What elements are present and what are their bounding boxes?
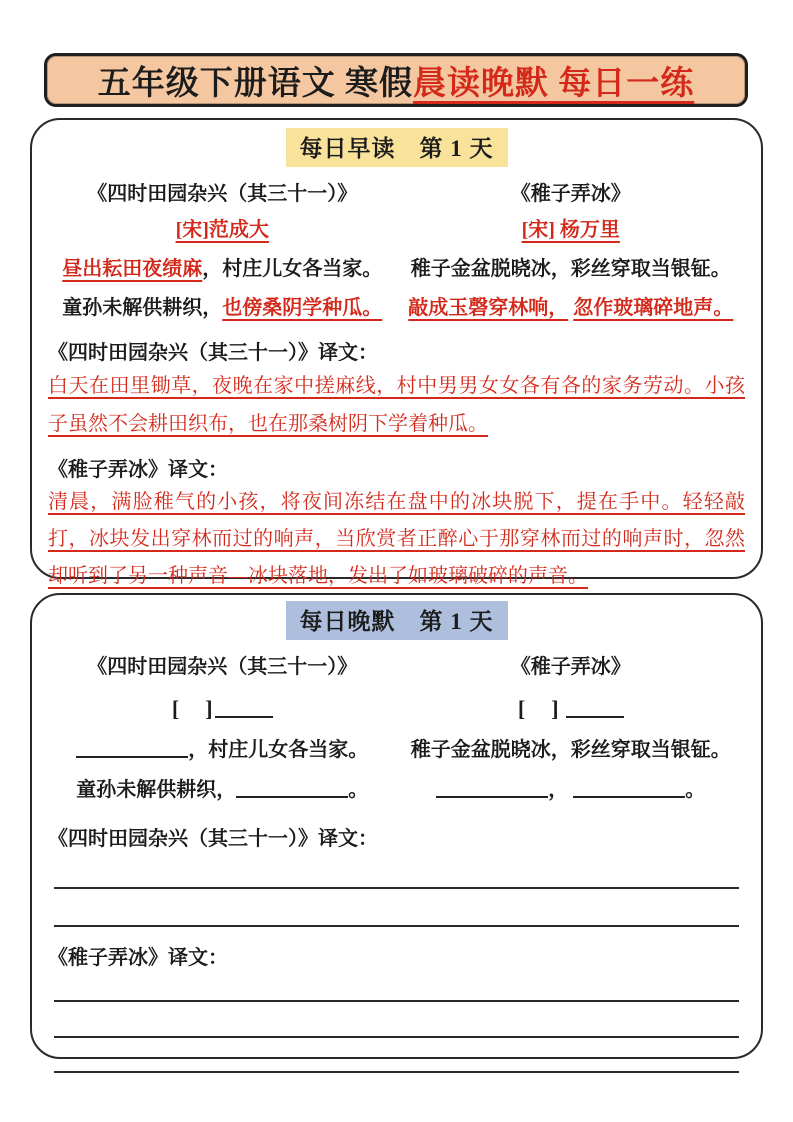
poem2-author-blank-line bbox=[566, 696, 624, 718]
translation1-label: 《四时田园杂兴（其三十一）》译文： bbox=[48, 342, 378, 364]
poem1-line2-blank bbox=[236, 776, 348, 798]
evening-section-header: 每日晚默 第 1 天 bbox=[286, 601, 508, 640]
evening-poem2-line2-period: 。 bbox=[685, 779, 706, 801]
poem-line2-row bbox=[48, 293, 745, 323]
poem1-line2 bbox=[48, 293, 397, 323]
poem2-dynasty-bracket: [ ] bbox=[517, 696, 561, 721]
morning-reading-section bbox=[30, 118, 763, 587]
poem2-author-blank bbox=[397, 694, 746, 725]
answer-line bbox=[54, 1038, 739, 1073]
evening-translation2-label: 《稚子弄冰》译文： bbox=[48, 947, 228, 969]
answer-line bbox=[54, 970, 739, 1002]
evening-poem1-line1 bbox=[48, 735, 397, 765]
poem2-title: 《稚子弄冰》 bbox=[510, 183, 631, 205]
evening-recitation-section bbox=[30, 593, 763, 1059]
poem1-line1-red: 昼出耘田夜绩麻 bbox=[62, 258, 203, 280]
poem2-line2 bbox=[397, 293, 746, 323]
evening-poem1-title: 《四时田园杂兴（其三十一）》 bbox=[87, 656, 358, 678]
evening-poem1-line2-period: 。 bbox=[348, 779, 369, 801]
poem2-author: [宋] 杨万里 bbox=[521, 219, 620, 241]
answer-line bbox=[54, 889, 739, 927]
poem2-line2-red-a: 敲成玉磬穿林响， bbox=[408, 297, 569, 319]
answer-line bbox=[54, 1002, 739, 1038]
poem2-line1: 稚子金盆脱晓冰，彩丝穿取当银钲。 bbox=[410, 258, 731, 280]
evening-poem2-line2-comma: ， bbox=[548, 779, 569, 801]
translation1-text: 白天在田里锄草，夜晚在家中搓麻线，村中男男女女各有各的家务劳动。小孩子虽然不会耕田织布，也在那桑树阴下学着种瓜。 bbox=[48, 375, 745, 435]
poem1-line2-black: 童孙未解供耕织， bbox=[62, 297, 223, 319]
answer-line bbox=[54, 865, 739, 889]
page-title-red: 晨读晚默 每日一练 bbox=[413, 65, 695, 102]
translation2-label: 《稚子弄冰》译文： bbox=[48, 459, 228, 481]
evening-poem1-line1-known: ，村庄儿女各当家。 bbox=[188, 739, 369, 761]
evening-line1-row bbox=[48, 735, 745, 765]
poem1-line1-black: ，村庄儿女各当家。 bbox=[202, 258, 383, 280]
page-title-black: 五年级下册语文 寒假 bbox=[97, 65, 413, 102]
evening-header-row bbox=[48, 601, 745, 640]
poem1-line2-red: 也傍桑阴学种瓜。 bbox=[222, 297, 383, 319]
morning-header-row bbox=[48, 128, 745, 167]
poem1-author: [宋]范成大 bbox=[175, 219, 269, 241]
poem-titles-row bbox=[48, 179, 745, 209]
author-blanks-row bbox=[48, 694, 745, 725]
poem1-line1 bbox=[48, 254, 397, 284]
poem-authors-row bbox=[48, 215, 745, 245]
poem1-dynasty-bracket: [ ] bbox=[171, 696, 215, 721]
poem1-line1-blank bbox=[76, 736, 188, 758]
translation2-text: 清晨，满脸稚气的小孩，将夜间冻结在盘中的冰块脱下，提在手中。轻轻敲打，冰块发出穿林而过的响声，当欣赏者正醉心于那穿林而过的响声时，忽然却听到了另一种声音—冰块落地，发出了如玻璃破碎的声音。 bbox=[48, 491, 745, 587]
evening-poem2-line2 bbox=[397, 775, 746, 805]
poem1-title: 《四时田园杂兴（其三十一）》 bbox=[87, 183, 358, 205]
evening-poem2-title: 《稚子弄冰》 bbox=[510, 656, 631, 678]
evening-poem-titles-row bbox=[48, 652, 745, 682]
poem-line1-row bbox=[48, 254, 745, 284]
poem2-line2-blank1 bbox=[436, 776, 548, 798]
morning-section-header: 每日早读 第 1 天 bbox=[286, 128, 508, 167]
evening-poem2-line1: 稚子金盆脱晓冰，彩丝穿取当银钲。 bbox=[410, 739, 731, 761]
evening-translation1-label: 《四时田园杂兴（其三十一）》译文： bbox=[48, 828, 378, 850]
poem1-author-blank-line bbox=[215, 696, 273, 718]
poem2-line2-blank2 bbox=[573, 776, 685, 798]
poem2-line2-red-b: 忽作玻璃碎地声。 bbox=[573, 297, 734, 319]
page-title bbox=[44, 53, 748, 107]
evening-poem1-line2-known: 童孙未解供耕织， bbox=[76, 779, 237, 801]
poem1-author-blank bbox=[48, 694, 397, 725]
evening-poem1-line2 bbox=[48, 775, 397, 805]
evening-line2-row bbox=[48, 775, 745, 805]
